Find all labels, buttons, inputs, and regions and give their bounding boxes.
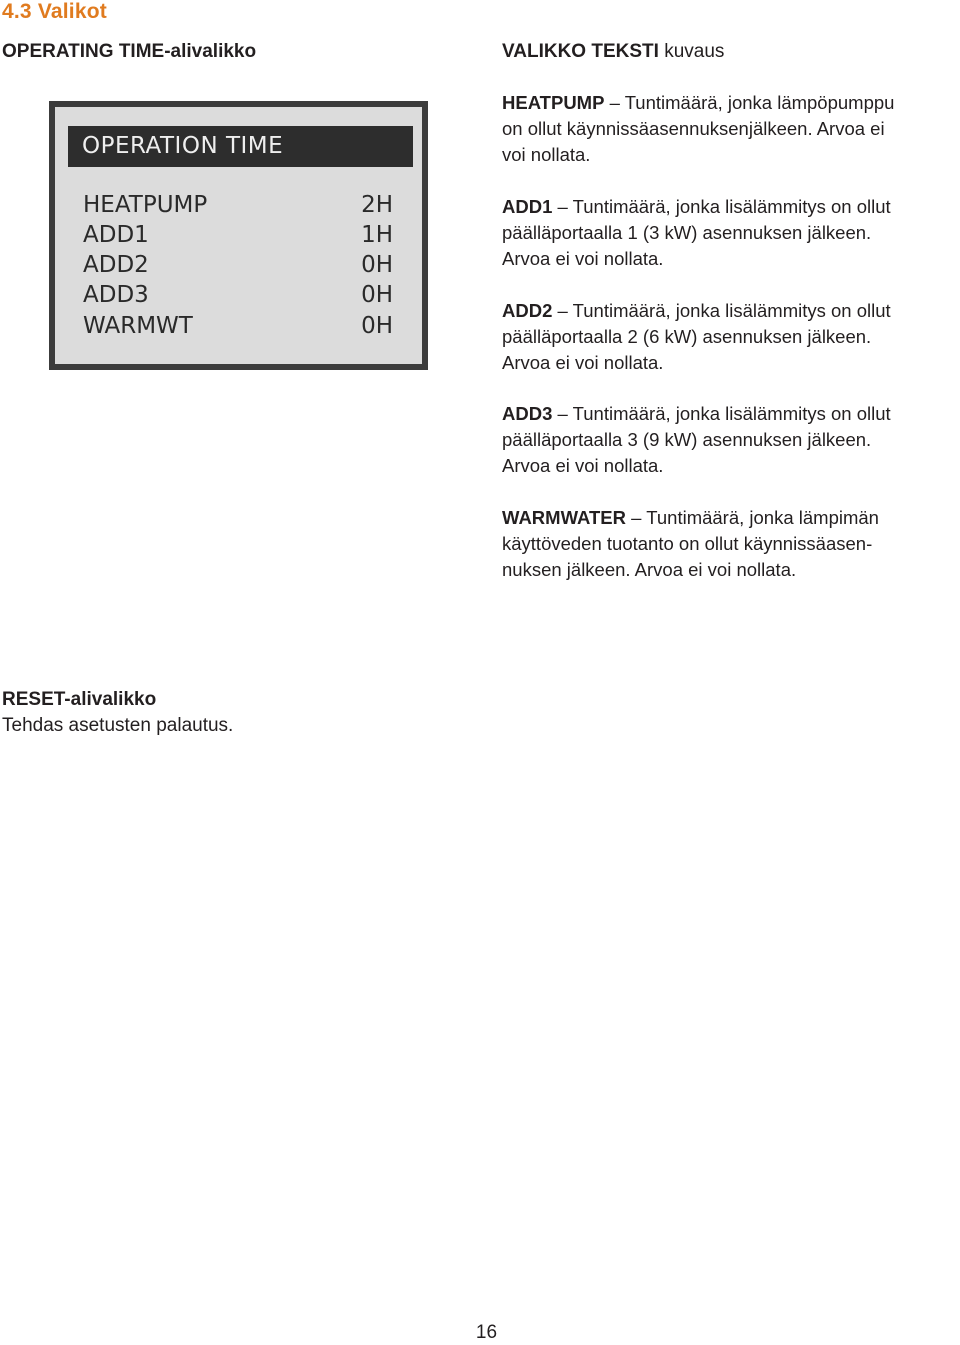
description-line: Tuntimäärä, jonka lisälämmitys on ollut	[572, 196, 891, 217]
description-heatpump	[502, 90, 960, 168]
description-line: Arvoa ei voi nollata.	[502, 248, 664, 269]
lcd-row-label: ADD1	[83, 222, 149, 248]
lcd-row-value: 1H	[361, 222, 393, 248]
description-dash: –	[557, 300, 568, 321]
lcd-row-heatpump	[83, 190, 393, 220]
description-line: Tuntimäärä, jonka lämpöpumppu	[624, 92, 895, 113]
reset-submenu-text: Tehdas asetusten palautus.	[2, 715, 234, 736]
description-term: ADD3	[502, 403, 553, 424]
column-header-normal: kuvaus	[664, 41, 725, 62]
description-dash: –	[557, 196, 568, 217]
lcd-screen	[49, 101, 428, 370]
description-line: Arvoa ei voi nollata.	[502, 352, 664, 373]
description-add3	[502, 401, 960, 479]
description-line: Arvoa ei voi nollata.	[502, 455, 664, 476]
submenu-title: OPERATING TIME-alivalikko	[2, 41, 257, 62]
description-dash: –	[631, 507, 642, 528]
lcd-row-value: 0H	[361, 313, 393, 339]
section-title: 4.3 Valikot	[2, 0, 107, 23]
description-line: nuksen jälkeen. Arvoa ei voi nollata.	[502, 559, 797, 580]
lcd-row-add1	[83, 220, 393, 250]
lcd-row-value: 2H	[361, 192, 393, 218]
description-line: on ollut käynnissäasennuksenjälkeen. Arvoa ei	[502, 118, 885, 139]
lcd-row-label: WARMWT	[83, 313, 193, 339]
description-term: ADD2	[502, 300, 553, 321]
description-line: päälläportaalla 3 (9 kW) asennuksen jälkeen.	[502, 429, 872, 450]
lcd-row-label: ADD3	[83, 282, 149, 308]
description-line: Tuntimäärä, jonka lisälämmitys on ollut	[572, 403, 891, 424]
lcd-row-add2	[83, 250, 393, 280]
lcd-title: OPERATION TIME	[68, 126, 413, 167]
description-add2	[502, 298, 960, 376]
lcd-row-label: HEATPUMP	[83, 192, 208, 218]
description-add1	[502, 194, 960, 272]
description-dash: –	[609, 92, 620, 113]
description-line: päälläportaalla 1 (3 kW) asennuksen jälkeen.	[502, 222, 872, 243]
description-warmwater	[502, 505, 960, 583]
lcd-row-warmwt	[83, 311, 393, 341]
lcd-row-label: ADD2	[83, 252, 149, 278]
reset-submenu-title: RESET-alivalikko	[2, 689, 157, 710]
column-header	[502, 41, 724, 63]
description-line: Tuntimäärä, jonka lisälämmitys on ollut	[572, 300, 891, 321]
description-line: käyttöveden tuotanto on ollut käynnissäasen-	[502, 533, 873, 554]
description-line: Tuntimäärä, jonka lämpimän	[646, 507, 879, 528]
description-term: ADD1	[502, 196, 553, 217]
description-term: WARMWATER	[502, 507, 626, 528]
description-line: päälläportaalla 2 (6 kW) asennuksen jälkeen.	[502, 326, 872, 347]
column-header-bold: VALIKKO TEKSTI	[502, 41, 659, 62]
description-line: voi nollata.	[502, 144, 591, 165]
lcd-row-value: 0H	[361, 282, 393, 308]
lcd-row-add3	[83, 280, 393, 310]
lcd-row-value: 0H	[361, 252, 393, 278]
page-number: 16	[475, 1322, 498, 1343]
description-dash: –	[557, 403, 568, 424]
description-term: HEATPUMP	[502, 92, 605, 113]
